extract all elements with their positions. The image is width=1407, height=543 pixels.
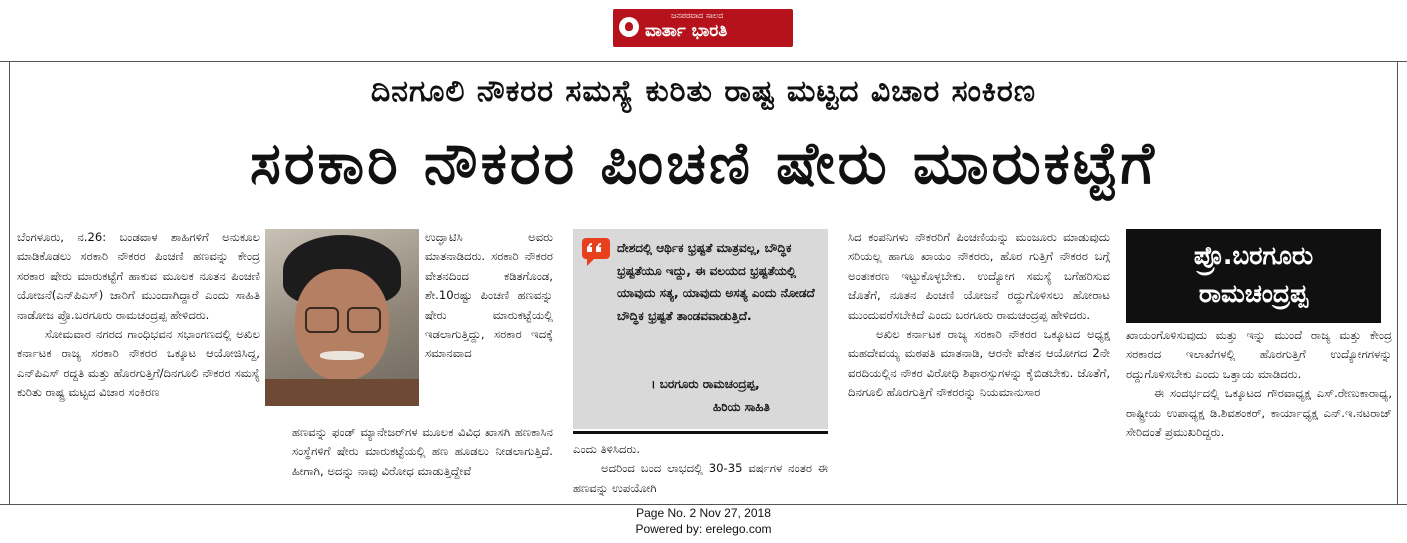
article-column-2-bottom [292, 423, 553, 503]
pull-quote-author: । ಬರಗೂರು ರಾಮಚಂದ್ರಪ್ಪ, [651, 377, 760, 391]
column-4-paragraph-2: ಅಖಿಲ ಕರ್ನಾಟಕ ರಾಜ್ಯ ಸರಕಾರಿ ನೌಕರರ ಒಕ್ಕೂಟದ ಅಧ್ಯಕ್ಷ ಮಹದೇವಯ್ಯ ಮಠಪತಿ ಮಾತನಾಡಿ, ಆರನೇ ವೇತನ ಆಯೋಗದ 2ನೇ ವರದಿಯಲ್ಲಿನ ನೌಕರ ವಿರೋಧಿ ಶಿಫಾರಸ್ಸುಗಳನ್ನು ಕೈಬಿಡಬೇಕು. ಜೊತೆಗೆ, ದಿನಗೂಲಿ ಹೊರಗುತ್ತಿಗೆ ನೌಕರರನ್ನು ನಿಯಮಾನುಸಾರ [848, 327, 1110, 400]
article-column-4 [848, 228, 1110, 504]
column-4-paragraph-1: ಸಿದ ಕಂಪನಿಗಳು ನೌಕರರಿಗೆ ಪಿಂಚಣಿಯನ್ನು ಮಂಜೂರು ಮಾಡುವುದು ಸರಿಯಲ್ಲ ಹಾಗೂ ಖಾಯಂ ನೌಕರರು, ಹೊರ ಗುತ್ತಿಗೆ ನೌಕರರ ಬಗ್ಗೆ ಅಂತಃಕರಣ ಇಟ್ಟುಕೊಳ್ಳಬೇಕು. ಉದ್ಯೋಗ ಸಮಸ್ಯೆ ಬಗೆಹರಿಸುವ ಜೊತೆಗೆ, ನೂತನ ಪಿಂಚಣಿ ಯೋಜನೆ ರದ್ದುಗೊಳಿಸಲು ಹೋರಾಟ ಮುಂದುವರೆಸಬೇಕಿದೆ ಎಂದು ಬರಗೂರು ರಾಮಚಂದ್ರಪ್ಪ ಹೇಳಿದರು. [848, 230, 1110, 322]
column-5-paragraph-1: ಖಾಯಂಗೊಳಿಸುವುದು ಮತ್ತು ಇನ್ನು ಮುಂದೆ ರಾಜ್ಯ ಮತ್ತು ಕೇಂದ್ರ ಸರಕಾರದ ಇಲಾಖೆಗಳಲ್ಲಿ ಹೊರಗುತ್ತಿಗೆ ಉದ್ಯೋಗಗಳನ್ನು ರದ್ದುಗೊಳಿಸಬೇಕು ಎಂದು ಒತ್ತಾಯ ಮಾಡಿದರು. [1126, 328, 1392, 381]
masthead-logo [613, 9, 793, 47]
article-column-3 [573, 440, 828, 503]
masthead-emblem-icon [619, 17, 639, 37]
powered-by-link[interactable]: Powered by: erelego.com [635, 522, 772, 536]
column-1-paragraph-1: ಬೆಂಗಳೂರು, ನ.26: ಬಂಡವಾಳ ಶಾಹಿಗಳಿಗೆ ಅನುಕೂಲ ಮಾಡಿಕೊಡಲು ಸರಕಾರಿ ನೌಕರರ ಪಿಂಚಣಿ ಹಣವನ್ನು ಕೇಂದ್ರ ಸರಕಾರ ಷೇರು ಮಾರುಕಟ್ಟೆಗೆ ಹಾಕುವ ಮೂಲಕ ನೂತನ ಪಿಂಚಣಿ ಯೋಜನೆ(ಎನ್‌ಪಿಎಸ್) ಜಾರಿಗೆ ಮುಂದಾಗಿದ್ದಾರೆ ಎಂದು ಸಾಹಿತಿ ನಾಡೋಜ ಪ್ರೊ.ಬರಗೂರು ರಾಮಚಂದ್ರಪ್ಪ ಹೇಳಿದರು. [17, 230, 260, 322]
column-1-paragraph-2: ಸೋಮವಾರ ನಗರದ ಗಾಂಧಿಭವನ ಸಭಾಂಗಣದಲ್ಲಿ ಅಖಿಲ ಕರ್ನಾಟಕ ರಾಜ್ಯ ಸರಕಾರಿ ನೌಕರರ ಒಕ್ಕೂಟ ಆಯೋಜಿಸಿದ್ದ, ಎನ್‌ಪಿಎಸ್ ರದ್ದತಿ ಮತ್ತು ಹೊರಗುತ್ತಿಗೆ/ದಿನಗೂಲಿ ನೌಕರರ ಸಮಸ್ಯೆ ಕುರಿತು ರಾಷ್ಟ್ರ ಮಟ್ಟದ ವಿಚಾರ ಸಂಕಿರಣ [17, 327, 260, 400]
masthead-tagline: ಜನಪರವಾದ ಸಾಲದ [671, 11, 724, 20]
column-3-paragraph-1: ಎಂದು ತಿಳಿಸಿದರು. [573, 442, 641, 456]
column-3-paragraph-2: ಅದರಿಂದ ಬಂದ ಲಾಭದಲ್ಲಿ 30-35 ವರ್ಷಗಳ ನಂತರ ಈ ಹಣವನ್ನು ಉಪಯೋಗಿ [573, 461, 828, 495]
author-name-line-1: ಪ್ರೊ.ಬರಗೂರು [1193, 241, 1314, 270]
pull-quote-text: ದೇಶದಲ್ಲಿ ಆರ್ಥಿಕ ಭ್ರಷ್ಟತೆ ಮಾತ್ರವಲ್ಲ, ಬೌದ್ಧಿಕ ಭ್ರಷ್ಟತೆಯೂ ಇದ್ದು, ಈ ವಲಯದ ಭ್ರಷ್ಟತೆಯಲ್ಲಿ ಯಾವುದು ಸತ್ಯ, ಯಾವುದು ಅಸತ್ಯ ಎಂದು ನೋಡದೆ ಬೌದ್ಧಿಕ ಭ್ರಷ್ಟತೆ ತಾಂಡವವಾಡುತ್ತಿದೆ. [617, 241, 815, 323]
article-column-2-top [425, 228, 553, 424]
column-2-bottom-paragraph: ಹಣವನ್ನು ಫಂಡ್ ಮ್ಯಾನೇಜರ್‌ಗಳ ಮೂಲಕ ವಿವಿಧ ಖಾಸಗಿ ಹಣಕಾಸಿನ ಸಂಸ್ಥೆಗಳಿಗೆ ಷೇರು ಮಾರುಕಟ್ಟೆಯಲ್ಲಿ ಹಣ ಹೂಡಲು ನೀಡಲಾಗುತ್ತಿದೆ. ಹೀಗಾಗಿ, ಅದನ್ನು ನಾವು ವಿರೋಧ ಮಾಡುತ್ತಿದ್ದೇವೆ [292, 425, 553, 478]
photo-shirt [265, 379, 419, 406]
quote-underline [573, 431, 828, 434]
column-5-paragraph-2: ಈ ಸಂದರ್ಭದಲ್ಲಿ ಒಕ್ಕೂಟದ ಗೌರವಾಧ್ಯಕ್ಷ ಎಸ್.ರೇಣುಕಾರಾಧ್ಯ, ರಾಷ್ಟ್ರೀಯ ಉಪಾಧ್ಯಕ್ಷ ಡಿ.ಶಿವಶಂಕರ್, ಕಾರ್ಯಾಧ್ಯಕ್ಷ ಎನ್.ಇ.ನಟರಾಜ್ ಸೇರಿದಂತೆ ಪ್ರಮುಖರಿದ್ದರು. [1126, 386, 1392, 440]
author-name-box [1126, 229, 1381, 323]
article-kicker: ದಿನಗೂಲಿ ನೌಕರರ ಸಮಸ್ಯೆ ಕುರಿತು ರಾಷ್ಟ ಮಟ್ಟದ ವಿಚಾರ ಸಂಕಿರಣ [370, 74, 1037, 109]
photo-moustache [320, 351, 364, 360]
author-photo [265, 229, 419, 406]
masthead-name: ವಾರ್ತಾ ಭಾರತಿ [645, 21, 728, 41]
bottom-rule [0, 504, 1407, 505]
pull-quote-box [573, 229, 828, 429]
article-column-1 [17, 228, 260, 504]
pull-quote-role: ಹಿರಿಯ ಸಾಹಿತಿ [713, 400, 770, 414]
page-info: Page No. 2 Nov 27, 2018 [636, 506, 771, 520]
article-column-5 [1126, 326, 1392, 504]
photo-glasses-left [305, 307, 339, 333]
quote-icon [581, 237, 611, 267]
top-rule [0, 61, 1407, 62]
photo-glasses-right [347, 307, 381, 333]
author-name-line-2: ರಾಮಚಂದ್ರಪ್ಪ [1198, 279, 1309, 308]
article-headline: ಸರಕಾರಿ ನೌಕರರ ಪಿಂಚಣಿ ಷೇರು ಮಾರುಕಟ್ಟೆಗೆ [250, 129, 1157, 197]
column-2-top-paragraph: ಉದ್ಘಾಟಿಸಿ ಅವರು ಮಾತನಾಡಿದರು. ಸರಕಾರಿ ನೌಕರರ ವೇತನದಿಂದ ಕಡಿತಗೊಂಡ, ಶೇ.10ರಷ್ಟು ಪಿಂಚಣಿ ಹಣವನ್ನು ಷೇರು ಮಾರುಕಟ್ಟೆಯಲ್ಲಿ ಇಡಲಾಗುತ್ತಿದ್ದು, ಸರಕಾರ ಇದಕ್ಕೆ ಸಮಾನವಾದ [425, 230, 553, 361]
